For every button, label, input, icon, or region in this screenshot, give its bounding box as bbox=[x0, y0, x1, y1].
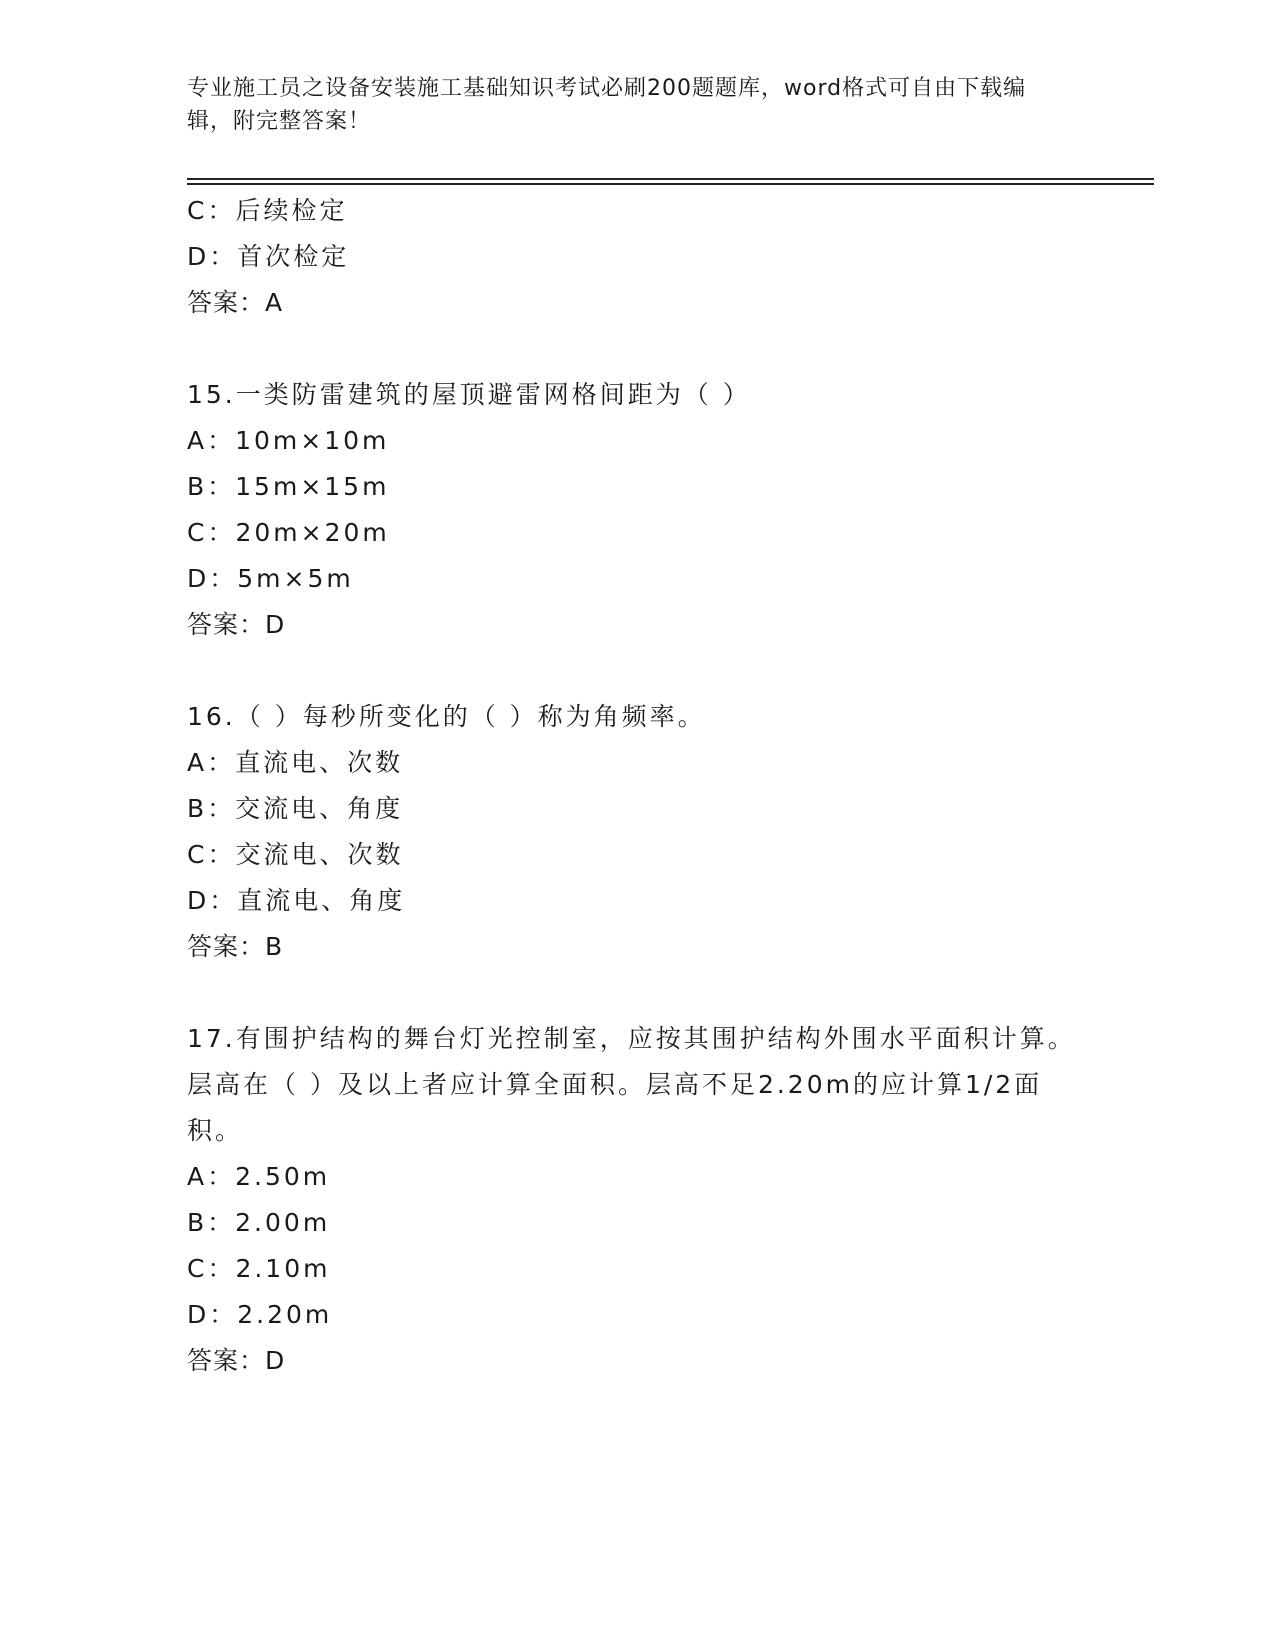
question-text: 15.一类防雷建筑的屋顶避雷网格间距为（ ） bbox=[187, 380, 751, 409]
option-d: D：2.20m bbox=[187, 1300, 333, 1329]
option-c: C：交流电、次数 bbox=[187, 840, 404, 869]
page-header: 专业施工员之设备安装施工基础知识考试必刷200题题库，word格式可自由下载编辑，附完整答案！ bbox=[187, 76, 1027, 134]
question-block bbox=[187, 372, 1087, 648]
option-b: B：15m×15m bbox=[187, 472, 390, 501]
option-c: C：后续检定 bbox=[187, 196, 348, 225]
option-d: D：5m×5m bbox=[187, 564, 354, 593]
question-block bbox=[187, 1016, 1087, 1384]
header-divider bbox=[187, 183, 1154, 185]
answer-line: 答案：B bbox=[187, 932, 284, 961]
question-text: 17.有围护结构的舞台灯光控制室，应按其围护结构外围水平面积计算。层高在（ ）及以上者应计算全面积。层高不足2.20m的应计算1/2面积。 bbox=[187, 1024, 1076, 1145]
option-d: D：首次检定 bbox=[187, 242, 350, 271]
option-c: C：2.10m bbox=[187, 1254, 331, 1283]
option-a: A：直流电、次数 bbox=[187, 748, 404, 777]
header-divider bbox=[187, 178, 1154, 180]
option-b: B：交流电、角度 bbox=[187, 794, 404, 823]
answer-line: 答案：D bbox=[187, 610, 286, 639]
option-b: B：2.00m bbox=[187, 1208, 331, 1237]
question-block bbox=[187, 188, 1087, 326]
option-a: A：2.50m bbox=[187, 1162, 331, 1191]
option-d: D：直流电、角度 bbox=[187, 886, 406, 915]
question-block bbox=[187, 694, 1087, 970]
option-a: A：10m×10m bbox=[187, 426, 390, 455]
document-body bbox=[187, 188, 1087, 1384]
answer-line: 答案：D bbox=[187, 1346, 286, 1375]
answer-line: 答案：A bbox=[187, 288, 284, 317]
option-c: C：20m×20m bbox=[187, 518, 390, 547]
question-text: 16.（ ）每秒所变化的（ ）称为角频率。 bbox=[187, 702, 706, 731]
